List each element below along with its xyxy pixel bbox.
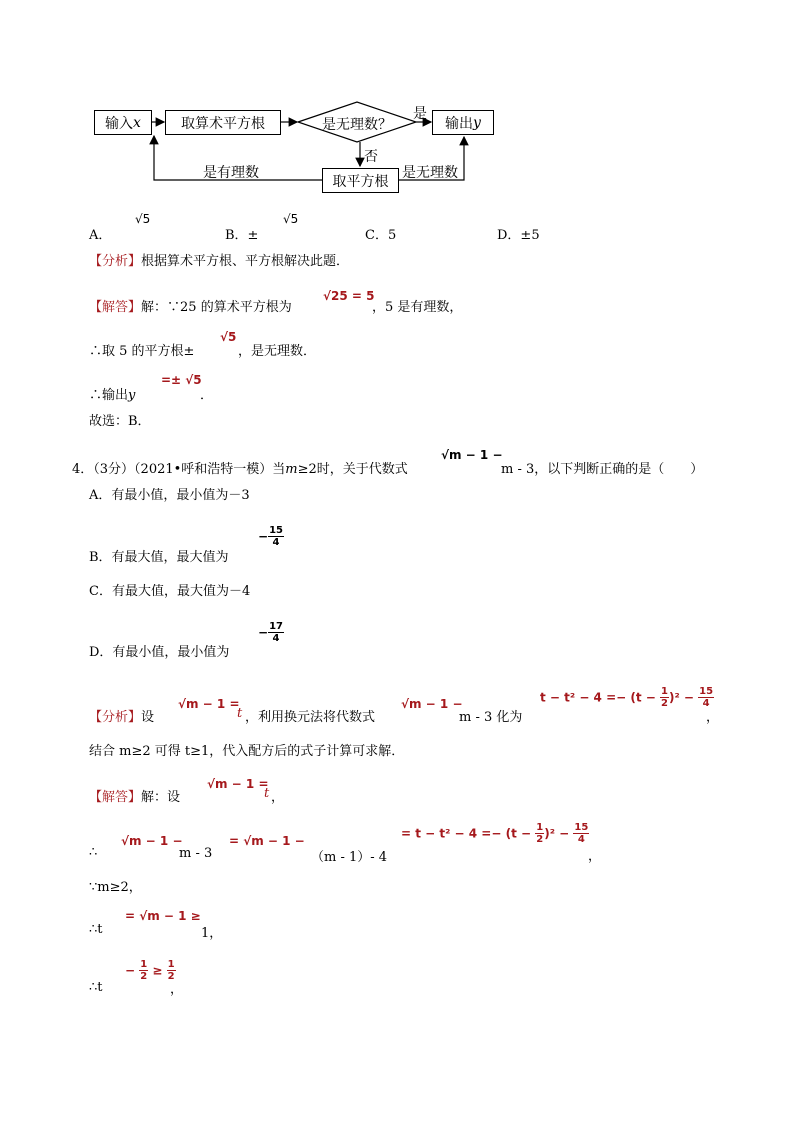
q4-stem: 4．（3分）（2021•呼和浩特一模）当m≥2时，关于代数式	[72, 462, 408, 477]
q4-answer-line2-comma: ，	[588, 849, 602, 864]
q4-answer-line5: ∴t	[89, 980, 103, 995]
q3-option-a-value: √5	[135, 212, 151, 226]
q4-answer-line2-expr1: √m − 1 −	[121, 834, 183, 848]
q3-answer-line2-tail: ，是无理数．	[238, 344, 317, 359]
q3-option-b-label: B．±	[225, 228, 259, 243]
q4-answer-comma: ，	[271, 790, 285, 805]
q4-analysis-t: t	[237, 706, 243, 721]
square-root-step-box: 取平方根	[322, 168, 399, 193]
q4-answer-line1: 【解答】解：设	[89, 790, 181, 805]
q4-option-d: D．有最小值，最小值为	[89, 645, 230, 660]
q4-analysis-text2: m - 3 化为	[459, 710, 523, 725]
q3-answer-line3-math: =± √5	[161, 373, 202, 387]
decision-label: 是无理数？	[322, 117, 392, 133]
q4-option-b: B．有最大值，最大值为	[89, 550, 229, 565]
q3-answer-line2: ∴取 5 的平方根±	[89, 344, 195, 359]
q4-answer-line4-tail: 1，	[201, 926, 223, 941]
q4-answer-line2-therefore: ∴	[89, 845, 98, 860]
q3-answer-line2-math: √5	[220, 330, 237, 344]
q4-analysis-comma: ，	[706, 710, 720, 725]
q3-option-b-value: √5	[283, 212, 299, 226]
q4-analysis-sqrt: √m − 1 =	[178, 697, 240, 711]
q4-stem-math: √m − 1 −	[441, 448, 503, 462]
q4-answer-line2-text2: （m - 1）- 4	[311, 850, 388, 865]
q4-answer-line5-comma: ，	[170, 982, 184, 997]
q3-option-a-label: A．	[89, 228, 112, 243]
q3-answer-line1: 【解答】解：∵25 的算术平方根为	[89, 300, 292, 315]
q3-option-c: C．5	[365, 228, 397, 243]
q4-option-b-value: − $\frac{15}{4}$	[258, 525, 283, 548]
q4-answer-line4-expr: = √m − 1 ≥	[125, 909, 201, 923]
q4-answer-line3: ∵m≥2，	[89, 880, 142, 895]
q3-choice: 故选：B．	[89, 414, 151, 429]
yes-label: 是	[413, 106, 427, 122]
sqrt-step-box: 取算术平方根	[165, 110, 281, 135]
q4-option-d-value: − $\frac{17}{4}$	[258, 621, 283, 644]
q3-answer-sqrt25: √25 = 5	[323, 289, 375, 303]
q4-analysis-expr: √m − 1 −	[401, 697, 463, 711]
q4-analysis-result: t − t² − 4 =− (t − $\frac{1}{2}$ )² − $\frac{15}{4}$	[540, 686, 714, 709]
q4-option-a: A．有最小值，最小值为－3	[89, 488, 250, 503]
input-box: 输入 x	[94, 110, 152, 135]
q3-option-d: D．±5	[497, 228, 540, 243]
q4-answer-sqrt: √m − 1 =	[207, 777, 269, 791]
no-label: 否	[364, 149, 378, 165]
q3-answer-line1-tail: ，5 是有理数，	[372, 300, 463, 315]
q4-answer-line2-expr3: = t − t² − 4 =− (t − $\frac{1}{2}$ )² − $\frac{15}{4}$	[401, 822, 589, 845]
q4-analysis-line2: 结合 m≥2 可得 t≥1，代入配方后的式子计算可求解．	[89, 744, 405, 759]
q4-answer-line4: ∴t	[89, 922, 103, 937]
q4-answer-t: t	[264, 786, 270, 801]
q4-answer-line5-expr: − $\frac{1}{2}$ ≥ $\frac{1}{2}$	[125, 959, 175, 982]
output-box: 输出 y	[432, 110, 494, 135]
q3-answer-line3-tail: ．	[200, 388, 214, 403]
q4-stem-tail: m - 3，以下判断正确的是（ ）	[501, 462, 704, 477]
q4-answer-line2-text1: m - 3	[179, 846, 213, 861]
rational-label: 是有理数	[203, 165, 259, 181]
q4-answer-line2-expr2: = √m − 1 −	[229, 834, 305, 848]
irrational-label: 是无理数	[402, 165, 458, 181]
q4-analysis-text: ，利用换元法将代数式	[245, 710, 376, 725]
q4-option-c: C．有最大值，最大值为－4	[89, 584, 251, 599]
q3-answer-line3: ∴输出y	[89, 388, 136, 403]
q3-analysis: 【分析】根据算术平方根、平方根解决此题．	[89, 254, 350, 269]
q4-analysis-line1: 【分析】设	[89, 710, 155, 725]
